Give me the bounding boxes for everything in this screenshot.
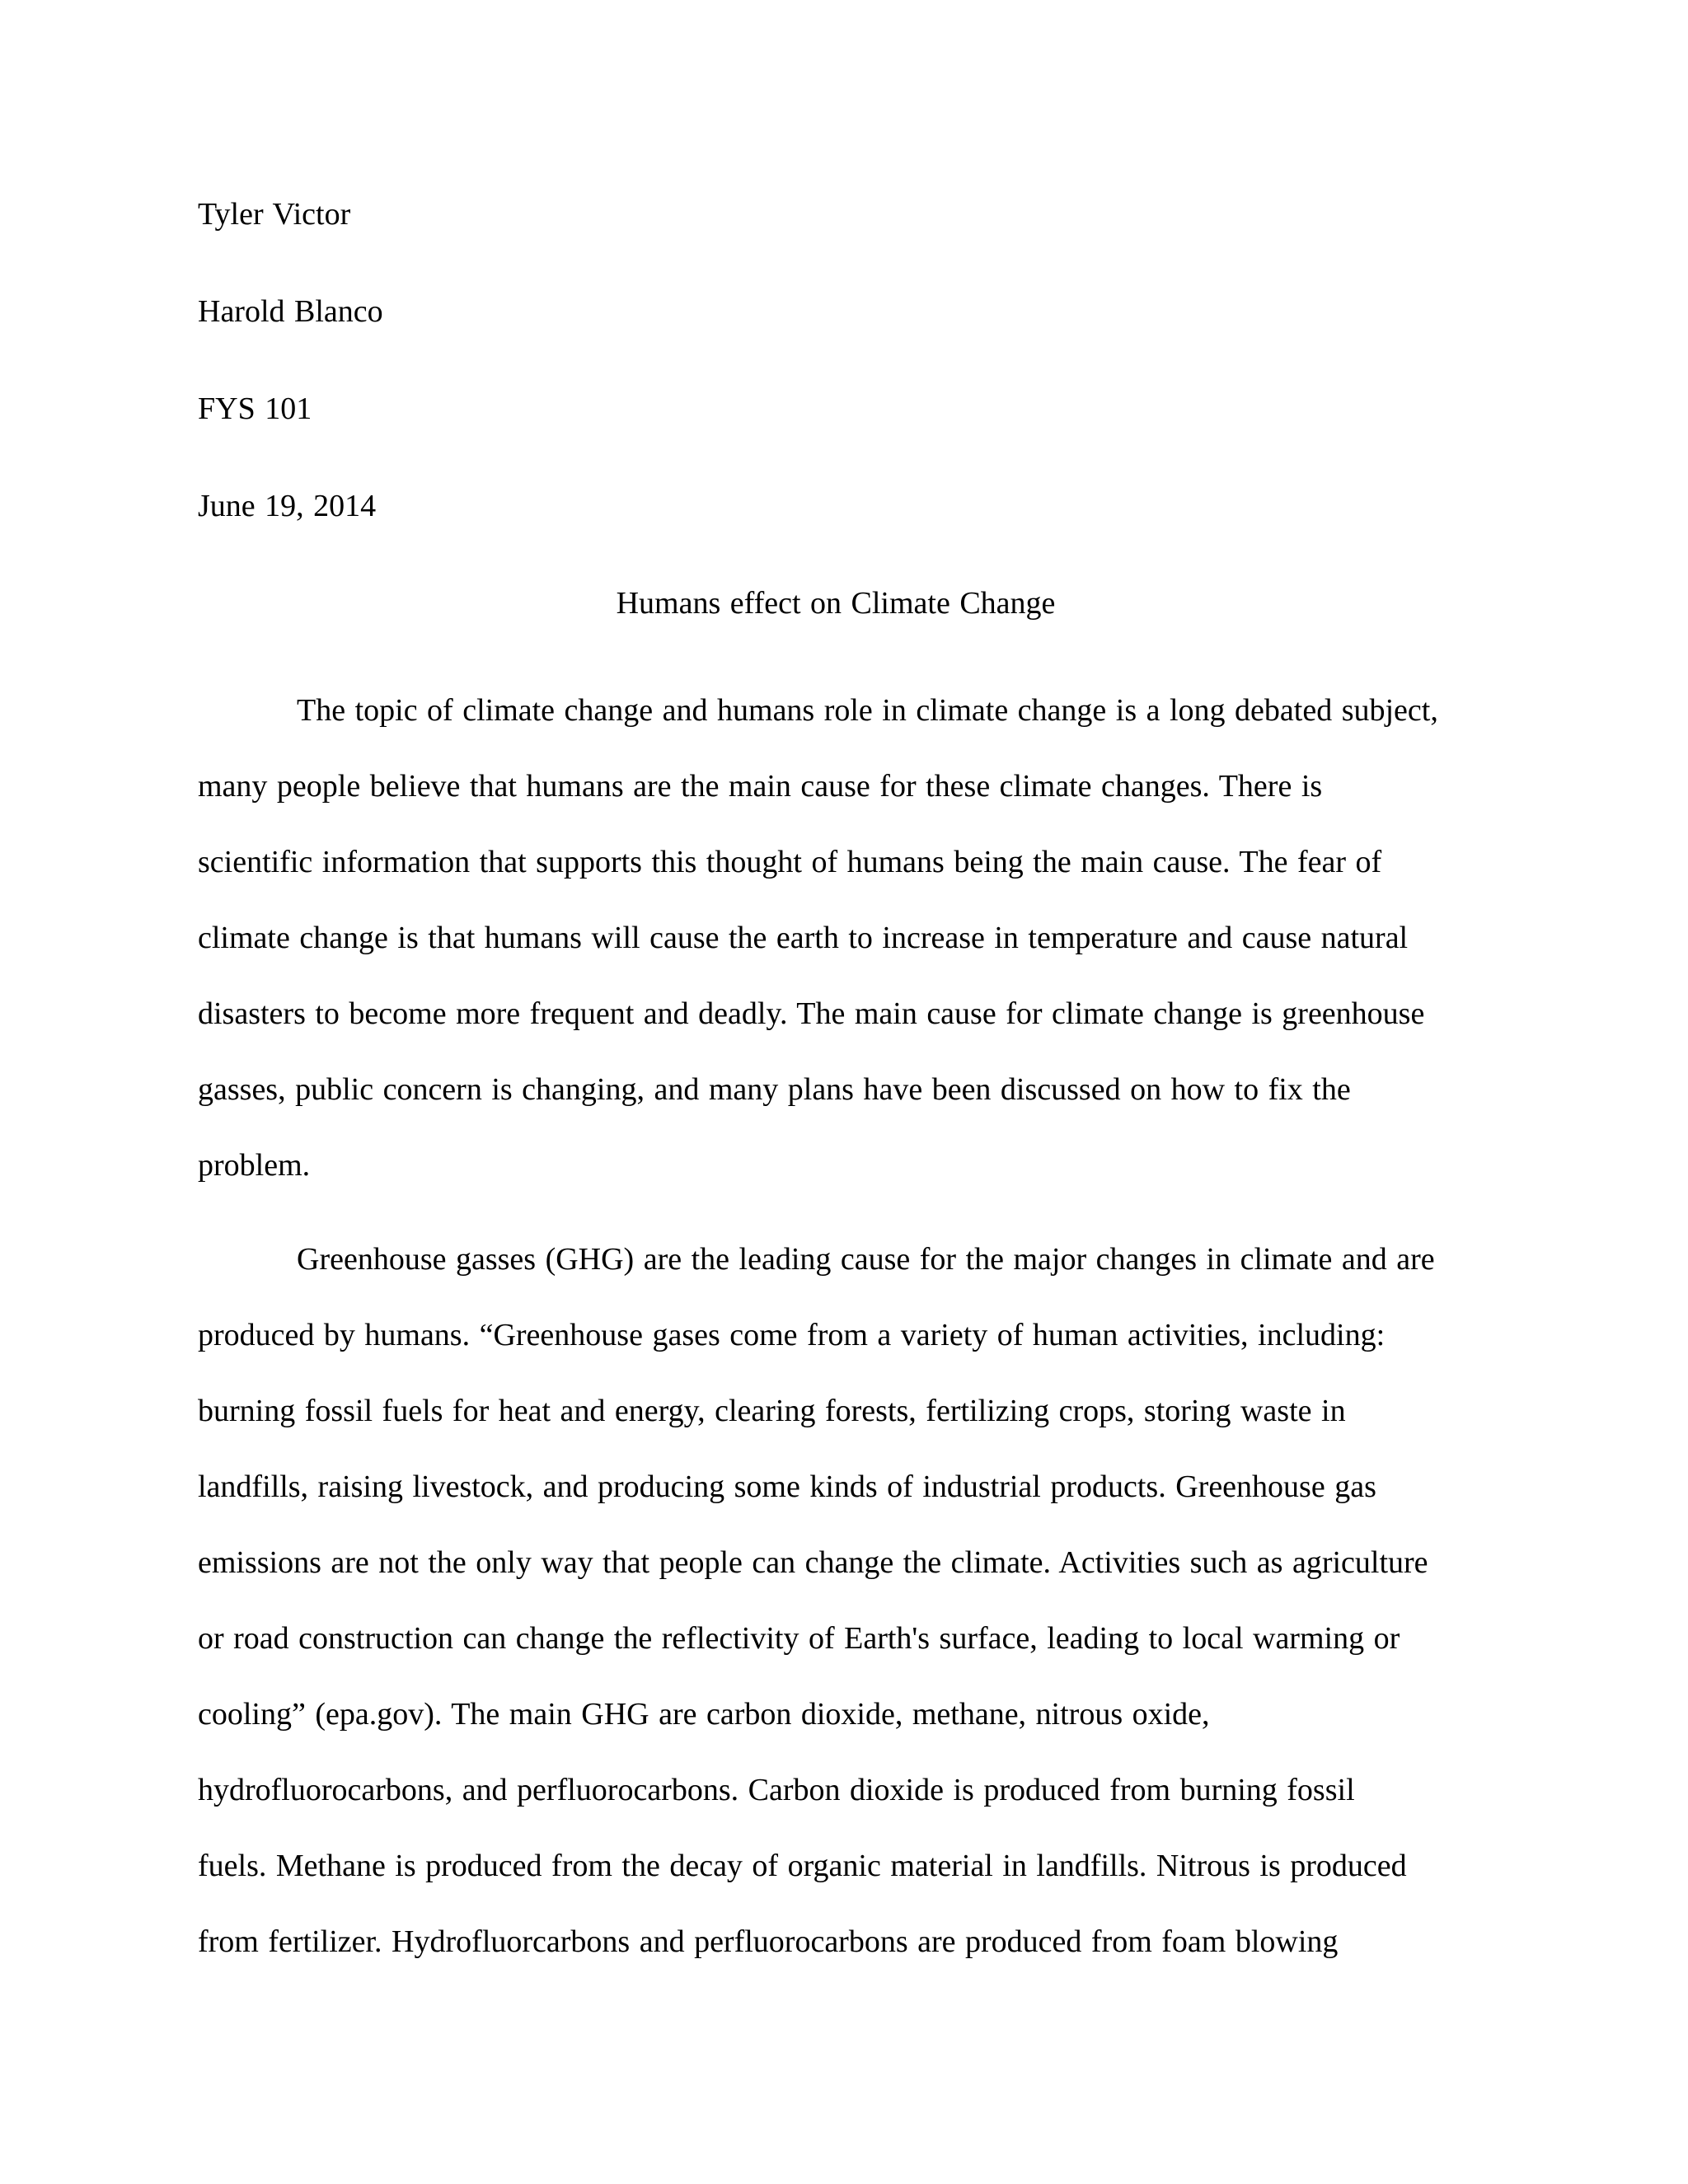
paragraph-line: problem. (198, 1148, 311, 1183)
document-body (198, 191, 1474, 1980)
paragraph-intro (198, 673, 1474, 1203)
paragraph-line: disasters to become more frequent and deadly. The main cause for climate change is greenhouse (198, 996, 1425, 1031)
paragraph-line: produced by humans. “Greenhouse gases come from a variety of human activities, including: (198, 1318, 1386, 1352)
paragraph-line: from fertilizer. Hydrofluorcarbons and perfluorocarbons are produced from foam blowing (198, 1924, 1339, 1959)
paragraph-line: fuels. Methane is produced from the decay of organic material in landfills. Nitrous is produced (198, 1849, 1407, 1883)
paragraph-line: emissions are not the only way that people can change the climate. Activities such as agriculture (198, 1545, 1428, 1580)
document-date: June 19, 2014 (198, 489, 377, 523)
paragraph-line: The topic of climate change and humans role in climate change is a long debated subject, (297, 693, 1438, 728)
paragraph-line: landfills, raising livestock, and producing some kinds of industrial products. Greenhouse gas (198, 1469, 1376, 1504)
paragraph-line: Greenhouse gasses (GHG) are the leading cause for the major changes in climate and are (297, 1242, 1435, 1277)
course-name: FYS 101 (198, 391, 312, 426)
instructor-name: Harold Blanco (198, 294, 383, 329)
paragraph-line: hydrofluorocarbons, and perfluorocarbons. Carbon dioxide is produced from burning fossil (198, 1773, 1355, 1807)
paragraph-line: many people believe that humans are the main cause for these climate changes. There is (198, 769, 1323, 804)
paragraph-greenhouse-gasses (198, 1221, 1474, 1980)
essay-title: Humans effect on Climate Change (616, 586, 1056, 621)
paragraph-line: or road construction can change the reflectivity of Earth's surface, leading to local warming or (198, 1621, 1400, 1656)
paragraph-line: cooling” (epa.gov). The main GHG are carbon dioxide, methane, nitrous oxide, (198, 1697, 1210, 1732)
paragraph-line: burning fossil fuels for heat and energy, clearing forests, fertilizing crops, storing waste in (198, 1394, 1346, 1428)
paragraph-line: gasses, public concern is changing, and many plans have been discussed on how to fix the (198, 1072, 1351, 1107)
paragraph-line: climate change is that humans will cause the earth to increase in temperature and cause natural (198, 921, 1409, 955)
author-name: Tyler Victor (198, 197, 351, 232)
paragraph-line: scientific information that supports this thought of humans being the main cause. The fear of (198, 845, 1382, 879)
